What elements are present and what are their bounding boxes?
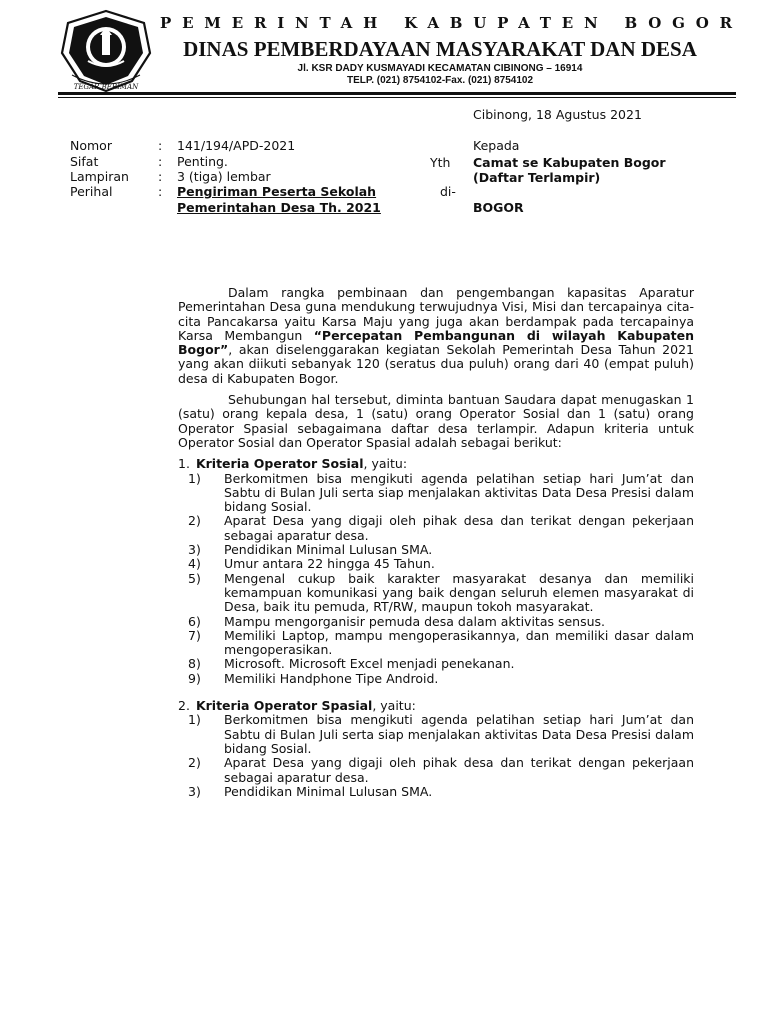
lampiran-colon: :: [158, 169, 163, 184]
section-operator-spasial: 2. Kriteria Operator Spasial, yaitu: 1) Berkomitmen bisa mengikuti agenda pelatihan setiap hari Jum’at dan Sabtu di Bulan Juli serta siap menjalakan aktivitas Data Desa Presisi dalam bidang Sosial. 2) Aparat Desa yang digaji oleh pihak desa dan terikat dengan pekerjaan sebagai aparatur desa. 3) Pendidikan Minimal Lulusan SMA.: [178, 698, 694, 799]
sifat-value: Penting.: [177, 154, 228, 169]
letterhead-phone: TELP. (021) 8754102-Fax. (021) 8754102: [346, 75, 534, 86]
list-item: 3) Pendidikan Minimal Lulusan SMA.: [188, 542, 433, 558]
nomor-label: Nomor: [70, 138, 112, 153]
letterhead-address: Jl. KSR DADY KUSMAYADI KECAMATAN CIBINONG – 16914: [297, 63, 583, 74]
list-item: 8) Microsoft. Microsoft Excel menjadi penekanan.: [188, 656, 515, 672]
letterhead-divider-thick: [58, 92, 736, 95]
letterhead-government: PEMERINTAH KABUPATEN BOGOR: [160, 14, 743, 32]
criteria-list: [188, 713, 694, 799]
list-item: 4) Umur antara 22 hingga 45 Tahun.: [188, 556, 435, 572]
lampiran-label: Lampiran: [70, 169, 129, 184]
list-item: 9) Memiliki Handphone Tipe Android.: [188, 670, 439, 686]
recipient-name: Camat se Kabupaten Bogor: [473, 155, 666, 170]
list-item: 1) Berkomitmen bisa mengikuti agenda pelatihan setiap hari Jum’at dan Sabtu di Bulan Juli serta siap menjalakan aktivitas Data Desa Presisi dalam bidang Sosial.: [188, 712, 694, 756]
sifat-label: Sifat: [70, 154, 99, 169]
letterhead-divider-thin: [58, 97, 736, 98]
kepada-label: Kepada: [473, 138, 520, 153]
list-item: 7) Memiliki Laptop, mampu mengoperasikannya, dan memiliki dasar dalam mengoperasikan.: [188, 627, 694, 658]
program-title: “Percepatan Pembangunan di wilayah Kabupaten Bogor”: [178, 327, 694, 358]
perihal-value-line1: Pengiriman Peserta Sekolah: [177, 184, 377, 199]
criteria-list: [188, 472, 694, 686]
letter-body: [178, 286, 694, 799]
nomor-value: 141/194/APD-2021: [177, 138, 296, 153]
list-item: 1) Berkomitmen bisa mengikuti agenda pelatihan setiap hari Jum’at dan Sabtu di Bulan Juli serta siap menjalakan aktivitas Data Desa Presisi dalam bidang Sosial.: [188, 470, 694, 515]
paragraph-2: Sehubungan hal tersebut, diminta bantuan Saudara dapat menugaskan 1 (satu) orang kepala desa, 1 (satu) orang Operator Sosial dan 1 (satu) orang Operator Spasial sebagaimana daftar desa terlampir. Adapun kriteria untuk Operator Sosial dan Operator Spasial adalah sebagai berikut:: [178, 392, 694, 450]
kabupaten-bogor-emblem: [58, 9, 154, 93]
place-date: Cibinong, 18 Agustus 2021: [473, 107, 642, 122]
section-number: 1.: [178, 456, 190, 472]
lampiran-value: 3 (tiga) lembar: [177, 169, 271, 184]
section-title: Kriteria Operator Spasial: [195, 698, 373, 714]
logo-motto: TEGAR BERIMAN: [73, 83, 139, 91]
perihal-label: Perihal: [70, 184, 113, 199]
paragraph-1: Dalam rangka pembinaan dan pengembangan kapasitas Aparatur Pemerintahan Desa guna mendukung terwujudnya Visi, Misi dan tercapainya cita-cita Pancakarsa yaitu Karsa Maju yang juga akan berdampak pada tercapainya Karsa Membangun “Percepatan Pembangunan di wilayah Kabupaten Bogor”, akan diselenggarakan kegiatan Sekolah Pemerintah Desa Tahun 2021 yang akan diikuti sebanyak 120 (seratus dua puluh) orang dari 40 (empat puluh) desa di Kabupaten Bogor.: [178, 285, 694, 386]
section-number: 2.: [178, 698, 190, 714]
section-operator-sosial: 1. Kriteria Operator Sosial, yaitu: 1) Berkomitmen bisa mengikuti agenda pelatihan setiap hari Jum’at dan Sabtu di Bulan Juli serta siap menjalakan aktivitas Data Desa Presisi dalam bidang Sosial. 2) Aparat Desa yang digaji oleh pihak desa dan terikat dengan pekerjaan sebagai aparatur desa. 3) Pendidikan Minimal Lulusan SMA. 4) Umur antara 22 hingga 45 Tahun. 5) Mengenal cukup baik karakter masyarakat desanya dan memiliki kemampuan komunikasi yang baik dengan seluruh elemen masyarakat di Desa, baik itu pemuda, RT/RW, maupun tokoh masyarakat. 6) Mampu mengorganisir pemuda desa dalam aktivitas sensus. 7) Memiliki Laptop, mampu mengoperasikannya, dan memiliki dasar dalam mengoperasikan. 8) Microsoft. Microsoft Excel menjadi penekanan. 9) Memiliki Handphone Tipe Android.: [178, 456, 694, 686]
list-item: 6) Mampu mengorganisir pemuda desa dalam aktivitas sensus.: [188, 613, 606, 629]
list-item: 2) Aparat Desa yang digaji oleh pihak desa dan terikat dengan pekerjaan sebagai aparatur desa.: [188, 513, 694, 543]
sifat-colon: :: [158, 154, 163, 169]
perihal-value-line2: Pemerintahan Desa Th. 2021: [177, 200, 381, 215]
di-label: di-: [440, 184, 456, 199]
perihal-colon: :: [158, 184, 163, 199]
nomor-colon: :: [158, 138, 163, 153]
yth-label: Yth: [430, 155, 451, 170]
section-title: Kriteria Operator Sosial: [195, 456, 364, 472]
letterhead-agency: DINAS PEMBERDAYAAN MASYARAKAT DAN DESA: [183, 37, 697, 61]
recipient-place: BOGOR: [473, 200, 524, 215]
recipient-note: (Daftar Terlampir): [473, 170, 601, 185]
list-item: 2) Aparat Desa yang digaji oleh pihak desa dan terikat dengan pekerjaan sebagai aparatur desa.: [188, 755, 694, 785]
list-item: 5) Mengenal cukup baik karakter masyarakat desanya dan memiliki kemampuan komunikasi yang baik dengan seluruh elemen masyarakat di Desa, baik itu pemuda, RT/RW, maupun tokoh masyarakat.: [188, 570, 694, 615]
list-item: 3) Pendidikan Minimal Lulusan SMA.: [188, 783, 433, 799]
